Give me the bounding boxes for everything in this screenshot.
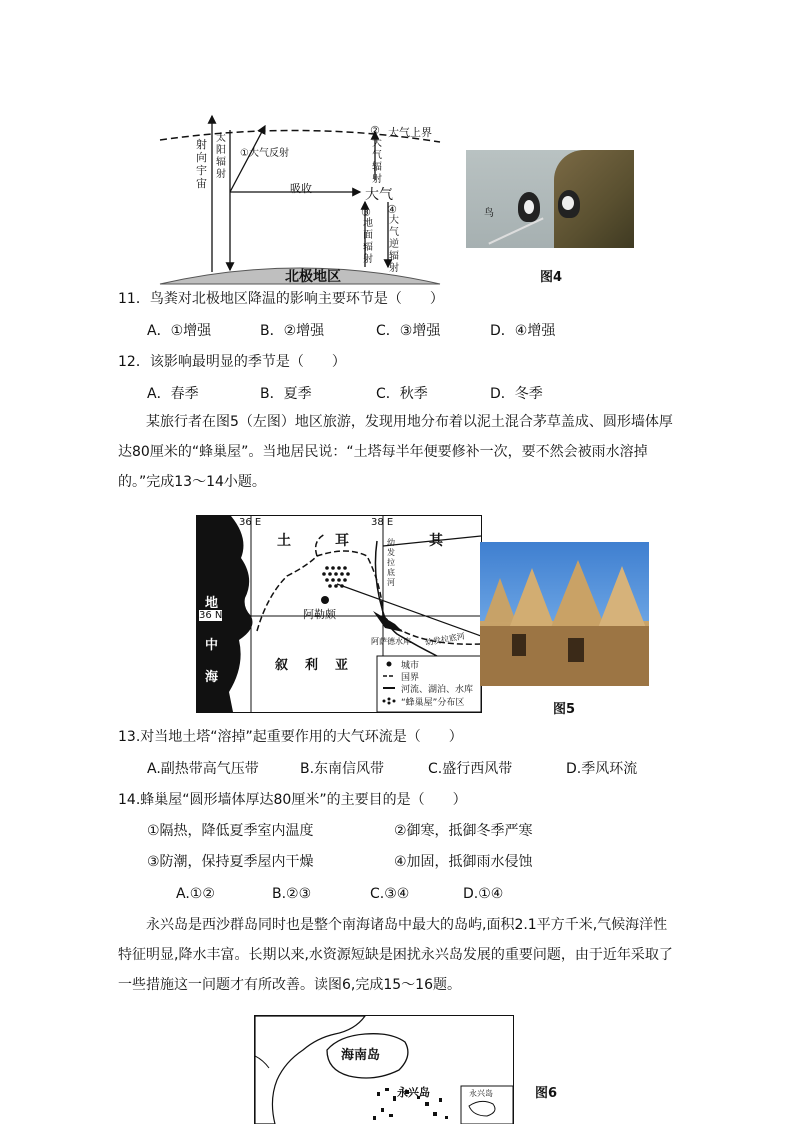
passage-2: 永兴岛是西沙群岛同时也是整个南海诸岛中最大的岛屿,面积2.1平方千米,气候海洋性特征明显,降水丰富。长期以来,水资源短缺是困扰永兴岛发展的重要问题，由于近年采取了一些措施这一问题才有所改善。读图6,完成15～16题。 <box>118 917 673 993</box>
lon-36e: 36 E <box>239 517 262 528</box>
label-solar: 太阳辐射 <box>216 133 226 180</box>
q12-option-a[interactable]: A．春季 <box>147 386 199 402</box>
question-11: 11．鸟粪对北极地区降温的影响主要环节是（ ） <box>118 291 444 307</box>
q14-item-2: ②御寒，抵御冬季严寒 <box>394 823 533 839</box>
q14-item-3: ③防潮，保持夏季屋内干燥 <box>147 854 314 870</box>
turkey-2: 耳 <box>335 533 349 549</box>
sea-2: 中 <box>205 638 219 653</box>
puffin-photo <box>466 150 634 248</box>
q13-option-d[interactable]: D.季风环流 <box>566 761 638 777</box>
inset-label: 永兴岛 <box>469 1089 493 1098</box>
river-side-label: 幼发拉底河 <box>387 538 395 587</box>
lat-36n: 36 N <box>199 610 223 621</box>
label-upper: 大气上界 <box>388 126 432 139</box>
q11-option-a[interactable]: A．①增强 <box>147 323 212 339</box>
reservoir-label: 阿萨德水库 <box>371 637 411 646</box>
figure-4-caption: 图4 <box>540 270 563 285</box>
q11-option-c[interactable]: C．③增强 <box>376 323 441 339</box>
figure-5-caption: 图5 <box>553 702 576 717</box>
legend-beehive: “蜂巢屋”分布区 <box>401 698 465 708</box>
yongxing-label: 永兴岛 <box>397 1086 430 1099</box>
q14-option-c[interactable]: C.③④ <box>370 886 410 902</box>
turkey-3: 其 <box>429 533 443 549</box>
label-reflect: ①大气反射 <box>240 148 289 159</box>
figure-6-caption: 图6 <box>535 1086 558 1101</box>
q12-option-c[interactable]: C．秋季 <box>376 386 428 402</box>
label-ground: 地面辐射 <box>363 218 373 265</box>
label-space: 射向宇宙 <box>196 138 207 190</box>
syria-1: 叙 <box>275 658 289 673</box>
figure-5-map <box>196 515 482 713</box>
label-atmosphere: 大气 <box>365 187 393 203</box>
q13-option-b[interactable]: B.东南信风带 <box>300 761 385 777</box>
q14-item-4: ④加固，抵御雨水侵蚀 <box>394 854 533 870</box>
legend-city: 城市 <box>401 661 420 671</box>
river-label: 幼发拉底河 <box>424 631 466 648</box>
passage-1: 某旅行者在图5（左图）地区旅游，发现用地分布着以泥土混合茅草盖成、圆形墙体厚达80厘米的“蜂巢屋”。当地居民说：“土塔每半年便要修补一次，要不然会被雨水溶掉的。”完成13～14小题。 <box>118 414 673 490</box>
q11-option-b[interactable]: B．②增强 <box>260 323 325 339</box>
label-atm-rad-num: ② <box>370 124 380 137</box>
lon-38e: 38 E <box>371 517 394 528</box>
label-region: 北极地区 <box>285 269 341 285</box>
figure-6-map <box>254 1015 514 1124</box>
sea-1: 地 <box>205 596 219 611</box>
legend-river: 河流、湖泊、水库 <box>401 685 474 695</box>
question-12: 12．该影响最明显的季节是（ ） <box>118 354 346 370</box>
label-counter: 大气逆辐射 <box>389 215 399 274</box>
q13-option-c[interactable]: C.盛行西风带 <box>428 761 513 777</box>
q12-option-d[interactable]: D．冬季 <box>490 386 543 402</box>
label-ground-num: ③ <box>361 206 371 219</box>
syria-2: 利 <box>305 658 319 673</box>
label-counter-num: ④ <box>387 203 397 216</box>
q14-option-a[interactable]: A.①② <box>176 886 215 902</box>
label-atm-rad: 大气辐射 <box>372 138 382 185</box>
syria-3: 亚 <box>335 658 349 673</box>
question-14: 14.蜂巢屋“圆形墙体厚达80厘米”的主要目的是（ ） <box>118 792 467 808</box>
photo-label: 鸟 <box>484 208 494 219</box>
legend-border: 国界 <box>401 673 420 683</box>
sea-3: 海 <box>205 670 219 685</box>
hainan-label: 海南岛 <box>341 1048 381 1063</box>
q14-option-d[interactable]: D.①④ <box>463 886 504 902</box>
turkey-1: 土 <box>277 533 291 549</box>
city-aleppo: 阿勒颇 <box>303 608 336 621</box>
q14-option-b[interactable]: B.②③ <box>272 886 312 902</box>
beehive-photo <box>480 542 649 686</box>
question-13: 13.对当地土塔“溶掉”起重要作用的大气环流是（ ） <box>118 729 463 745</box>
q11-option-d[interactable]: D．④增强 <box>490 323 556 339</box>
label-absorb: 吸收 <box>290 182 312 195</box>
q12-option-b[interactable]: B．夏季 <box>260 386 312 402</box>
q14-item-1: ①隔热，降低夏季室内温度 <box>147 823 314 839</box>
q13-option-a[interactable]: A.副热带高气压带 <box>147 761 259 777</box>
